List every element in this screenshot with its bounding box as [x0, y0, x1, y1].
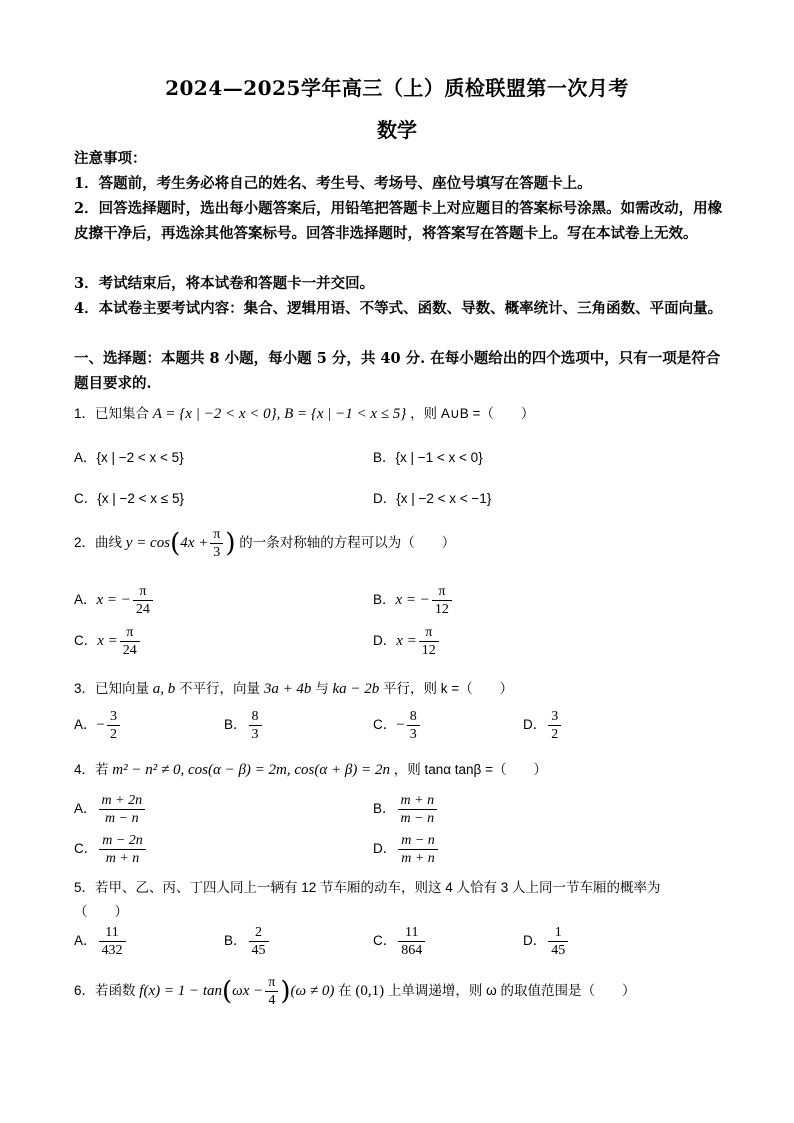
question-3	[74, 677, 513, 698]
q1-tail: ，则 A∪B =（ ）	[410, 406, 535, 421]
q2-fraction: $\frac{\pi}{3}$	[210, 526, 223, 561]
notice-item-1: 1．答题前，考生务必将自己的姓名、考生号、考场号、座位号填写在答题卡上。	[74, 175, 592, 192]
q2-lead: 2．曲线	[74, 535, 123, 551]
q4-tail: ，则 tanα tanβ =（ ）	[393, 762, 547, 777]
notice-item-4: 4．本试卷主要考试内容：集合、逻辑用语、不等式、函数、导数、概率统计、三角函数、平面向量。	[74, 300, 723, 317]
q4-lead: 4．若	[74, 762, 109, 777]
q2-option-c: C．x = $\frac{\pi}{24}$	[74, 624, 142, 659]
q2-expr-inner: 4x +	[180, 535, 209, 552]
q6-function: f(x) = 1 − tan	[139, 983, 223, 1000]
q4-option-d: D． $\frac{m - n}{m + n}$	[373, 832, 440, 867]
question-5-paren: （ ）	[74, 904, 128, 919]
q1-option-c: C．{x | −2 < x ≤ 5}	[74, 491, 184, 506]
q3-lead: 3．已知向量	[74, 681, 150, 696]
question-6: 6．若函数 f(x) = 1 − tan(ωx − $\frac{\pi}{4}$ )(ω ≠ 0) 在 (0,1) 上单调递增，则 ω 的取值范围是（ ）	[74, 975, 636, 1008]
question-4	[74, 758, 547, 779]
question-2: 2．曲线 y = cos(4x + $\frac{\pi}{3}$ ) 的一条对称轴的方程可以为（ ）	[74, 527, 456, 560]
q3-option-c: C．− $\frac{8}{3}$	[373, 708, 422, 743]
q5-option-b: B． $\frac{2}{45}$	[224, 924, 271, 959]
q2-option-d: D．x = $\frac{\pi}{12}$	[373, 624, 441, 659]
q4-condition: m² − n² ≠ 0, cos(α − β) = 2m, cos(α + β) = 2n	[112, 762, 390, 778]
q3-mid2: 与	[315, 681, 329, 696]
q3-option-a: A．− $\frac{3}{2}$	[74, 708, 122, 743]
q2-option-b: B．x = − $\frac{\pi}{12}$	[373, 583, 454, 618]
q3-vectors: a, b	[152, 681, 176, 697]
subject-title: 数学	[377, 118, 417, 142]
q6-inner: ωx −	[232, 983, 264, 1000]
q3-expr2: ka − 2b	[332, 681, 380, 697]
q3-option-d: D． $\frac{3}{2}$	[523, 708, 563, 743]
q1-lead: 1．已知集合	[74, 406, 150, 421]
q3-expr1: 3a + 4b	[263, 681, 312, 697]
notice-item-2: 2．回答选择题时，选出每小题答案后，用铅笔把答题卡上对应题目的答案标号涂黑。如需改动，用橡皮擦干净后，再选涂其他答案标号。回答非选择题时，将答案写在答题卡上。写在本试卷上无效。	[74, 200, 723, 242]
q6-lead: 6．若函数	[74, 983, 136, 999]
q6-mid: 在	[338, 983, 352, 999]
notice-heading: 注意事项：	[74, 150, 147, 167]
question-1	[74, 402, 534, 423]
q5-option-c: C． $\frac{11}{864}$	[373, 924, 427, 959]
q6-fraction: $\frac{\pi}{4}$	[265, 974, 278, 1009]
q3-tail: 平行，则 k =（ ）	[383, 681, 514, 696]
q4-option-c: C． $\frac{m - 2n}{m + n}$	[74, 832, 148, 867]
q6-condition: (ω ≠ 0)	[290, 983, 335, 1000]
q1-option-d: D．{x | −2 < x < −1}	[373, 491, 492, 506]
q4-option-a: A． $\frac{m + 2n}{m - n}$	[74, 792, 147, 827]
q2-tail: 的一条对称轴的方程可以为（ ）	[239, 535, 456, 551]
q1-option-a: A．{x | −2 < x < 5}	[74, 450, 184, 465]
section-heading: 一、选择题：本题共 8 小题，每小题 5 分，共 40 分. 在每小题给出的四个选项中，只有一项是符合题目要求的.	[74, 350, 721, 392]
page-title: 2024—2025学年高三（上）质检联盟第一次月考	[165, 76, 629, 100]
q2-option-a: A．x = − $\frac{\pi}{24}$	[74, 583, 155, 618]
q5-option-d: D． $\frac{1}{45}$	[523, 924, 570, 959]
q1-sets: A = {x | −2 < x < 0}, B = {x | −1 < x ≤ 5}	[152, 406, 407, 422]
q3-mid1: 不平行，向量	[179, 681, 261, 696]
q3-option-b: B． $\frac{8}{3}$	[224, 708, 264, 743]
question-5: 5．若甲、乙、丙、丁四人同上一辆有 12 节车厢的动车，则这 4 人恰有 3 人上同一节车厢的概率为	[74, 880, 661, 895]
q6-tail: 上单调递增，则 ω 的取值范围是（ ）	[387, 983, 636, 999]
q5-option-a: A． $\frac{11}{432}$	[74, 924, 128, 959]
q4-option-b: B． $\frac{m + n}{m - n}$	[373, 792, 439, 827]
q2-expr-lead: y = cos	[125, 535, 171, 552]
q1-option-b: B．{x | −1 < x < 0}	[373, 450, 483, 465]
q6-interval: (0,1)	[355, 983, 385, 1000]
notice-item-3: 3．考试结束后，将本试卷和答题卡一并交回。	[74, 275, 375, 292]
